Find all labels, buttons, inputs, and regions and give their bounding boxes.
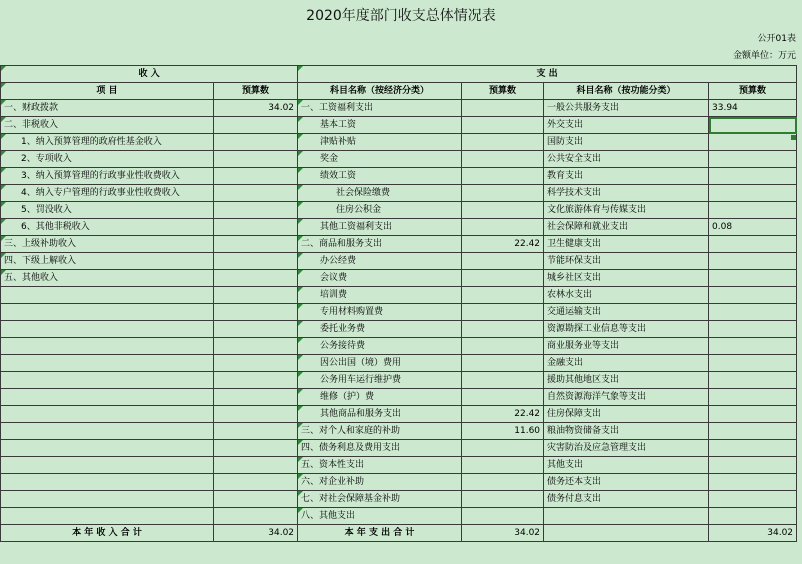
func-value[interactable] — [709, 457, 797, 474]
header-row-1 — [1, 66, 797, 83]
econ-item[interactable]: 绩效工资 — [298, 168, 462, 185]
income-item[interactable] — [1, 508, 214, 525]
expense-total-label[interactable]: 本 年 支 出 合 计 — [298, 525, 462, 542]
income-value[interactable] — [214, 151, 298, 168]
econ-item[interactable]: 津贴补贴 — [298, 134, 462, 151]
func-value[interactable] — [709, 287, 797, 304]
income-value[interactable] — [214, 389, 298, 406]
func-item[interactable]: 农林水支出 — [544, 287, 709, 304]
col-header-budget-func[interactable]: 预算数 — [709, 83, 797, 100]
econ-item[interactable]: 公务用车运行维护费 — [298, 372, 462, 389]
econ-value[interactable] — [462, 100, 544, 117]
econ-value[interactable] — [462, 321, 544, 338]
func-total-value[interactable]: 34.02 — [709, 525, 797, 542]
econ-item[interactable]: 因公出国（境）费用 — [298, 355, 462, 372]
func-value[interactable] — [709, 270, 797, 287]
income-value[interactable] — [214, 134, 298, 151]
income-item[interactable]: 4、纳入专户管理的行政事业性收费收入 — [1, 185, 214, 202]
table-row — [1, 134, 797, 151]
table-row — [1, 457, 797, 474]
func-item[interactable]: 节能环保支出 — [544, 253, 709, 270]
table-row — [1, 219, 797, 236]
income-value[interactable] — [214, 491, 298, 508]
func-item[interactable] — [544, 508, 709, 525]
func-value[interactable] — [709, 406, 797, 423]
budget-table — [0, 65, 797, 542]
func-item[interactable]: 外交支出 — [544, 117, 709, 134]
econ-item[interactable]: 其他工资福利支出 — [298, 219, 462, 236]
income-item[interactable] — [1, 321, 214, 338]
func-item[interactable]: 粮油物资储备支出 — [544, 423, 709, 440]
econ-value[interactable] — [462, 440, 544, 457]
income-value[interactable] — [214, 304, 298, 321]
table-row — [1, 338, 797, 355]
col-header-budget-econ[interactable]: 预算数 — [462, 83, 544, 100]
func-value[interactable] — [709, 474, 797, 491]
table-row — [1, 236, 797, 253]
econ-item[interactable]: 奖金 — [298, 151, 462, 168]
func-value[interactable] — [709, 508, 797, 525]
econ-value[interactable] — [462, 253, 544, 270]
econ-item[interactable]: 基本工资 — [298, 117, 462, 134]
econ-item[interactable]: 六、对企业补助 — [298, 474, 462, 491]
econ-item[interactable]: 办公经费 — [298, 253, 462, 270]
econ-item[interactable]: 八、其他支出 — [298, 508, 462, 525]
func-value[interactable] — [709, 151, 797, 168]
func-total-label[interactable] — [544, 525, 709, 542]
form-number: 公开01表 — [757, 34, 796, 44]
table-row — [1, 389, 797, 406]
econ-value[interactable]: 11.60 — [462, 423, 544, 440]
table-row — [1, 185, 797, 202]
func-item[interactable]: 社会保障和就业支出 — [544, 219, 709, 236]
income-item[interactable] — [1, 372, 214, 389]
table-row — [1, 508, 797, 525]
func-value[interactable]: 33.94 — [709, 100, 797, 117]
income-item[interactable] — [1, 440, 214, 457]
income-value[interactable] — [214, 202, 298, 219]
income-value[interactable] — [214, 168, 298, 185]
income-value[interactable] — [214, 355, 298, 372]
table-row — [1, 372, 797, 389]
econ-value[interactable] — [462, 117, 544, 134]
func-item[interactable]: 教育支出 — [544, 168, 709, 185]
econ-value[interactable] — [462, 270, 544, 287]
table-row — [1, 117, 797, 134]
income-value[interactable] — [214, 474, 298, 491]
func-value[interactable]: 0.08 — [709, 219, 797, 236]
income-item[interactable] — [1, 287, 214, 304]
econ-value[interactable] — [462, 508, 544, 525]
func-item[interactable]: 债务付息支出 — [544, 491, 709, 508]
func-value[interactable] — [709, 491, 797, 508]
expense-total-value[interactable]: 34.02 — [462, 525, 544, 542]
func-item[interactable]: 文化旅游体育与传媒支出 — [544, 202, 709, 219]
income-total-label[interactable]: 本 年 收 入 合 计 — [1, 525, 214, 542]
income-item[interactable] — [1, 304, 214, 321]
table-row — [1, 202, 797, 219]
income-value[interactable] — [214, 287, 298, 304]
func-item[interactable]: 卫生健康支出 — [544, 236, 709, 253]
econ-value[interactable] — [462, 151, 544, 168]
income-item[interactable]: 四、下级上解收入 — [1, 253, 214, 270]
econ-item[interactable]: 四、债务利息及费用支出 — [298, 440, 462, 457]
selected-cell[interactable] — [709, 117, 797, 134]
table-row — [1, 304, 797, 321]
econ-item[interactable]: 维修（护）费 — [298, 389, 462, 406]
income-item[interactable] — [1, 474, 214, 491]
econ-value[interactable]: 22.42 — [462, 406, 544, 423]
table-row — [1, 168, 797, 185]
func-value[interactable] — [709, 134, 797, 151]
econ-value[interactable] — [462, 287, 544, 304]
table-row — [1, 287, 797, 304]
income-value[interactable] — [214, 117, 298, 134]
econ-value[interactable]: 22.42 — [462, 236, 544, 253]
table-row — [1, 151, 797, 168]
income-item[interactable]: 1、纳入预算管理的政府性基金收入 — [1, 134, 214, 151]
income-item[interactable]: 一、财政拨款 — [1, 100, 214, 117]
income-value[interactable] — [214, 338, 298, 355]
econ-value[interactable] — [462, 372, 544, 389]
income-item[interactable]: 3、纳入预算管理的行政事业性收费收入 — [1, 168, 214, 185]
econ-item[interactable]: 委托业务费 — [298, 321, 462, 338]
income-value[interactable] — [214, 406, 298, 423]
econ-item[interactable]: 专用材料购置费 — [298, 304, 462, 321]
func-value[interactable] — [709, 236, 797, 253]
econ-item[interactable]: 会议费 — [298, 270, 462, 287]
econ-item[interactable]: 社会保险缴费 — [298, 185, 462, 202]
amount-unit: 金额单位：万元 — [732, 51, 796, 61]
income-item[interactable] — [1, 491, 214, 508]
econ-item[interactable]: 一、工资福利支出 — [298, 100, 462, 117]
econ-value[interactable] — [462, 491, 544, 508]
econ-value[interactable] — [462, 168, 544, 185]
col-header-econ[interactable]: 科目名称（按经济分类） — [298, 83, 462, 100]
income-item[interactable] — [1, 457, 214, 474]
func-item[interactable]: 债务还本支出 — [544, 474, 709, 491]
econ-item[interactable]: 培训费 — [298, 287, 462, 304]
func-value[interactable] — [709, 389, 797, 406]
income-value[interactable] — [214, 236, 298, 253]
table-row — [1, 474, 797, 491]
econ-value[interactable] — [462, 134, 544, 151]
econ-value[interactable] — [462, 474, 544, 491]
econ-value[interactable] — [462, 355, 544, 372]
income-item[interactable]: 6、其他非税收入 — [1, 219, 214, 236]
income-item[interactable]: 5、罚没收入 — [1, 202, 214, 219]
func-value[interactable] — [709, 355, 797, 372]
col-header-func[interactable]: 科目名称（按功能分类） — [544, 83, 709, 100]
func-item[interactable]: 国防支出 — [544, 134, 709, 151]
income-item[interactable] — [1, 389, 214, 406]
table-row — [1, 440, 797, 457]
table-row — [1, 270, 797, 287]
func-value[interactable] — [709, 304, 797, 321]
econ-item[interactable]: 公务接待费 — [298, 338, 462, 355]
func-value[interactable] — [709, 185, 797, 202]
func-value[interactable] — [709, 168, 797, 185]
econ-value[interactable] — [462, 389, 544, 406]
income-item[interactable]: 2、专项收入 — [1, 151, 214, 168]
func-item[interactable]: 金融支出 — [544, 355, 709, 372]
func-item[interactable]: 科学技术支出 — [544, 185, 709, 202]
func-item[interactable]: 一般公共服务支出 — [544, 100, 709, 117]
fill-handle[interactable] — [791, 135, 796, 140]
func-value[interactable] — [709, 423, 797, 440]
func-item[interactable]: 资源勘探工业信息等支出 — [544, 321, 709, 338]
table-row — [1, 253, 797, 270]
income-item[interactable] — [1, 423, 214, 440]
header-row-2 — [1, 83, 797, 100]
func-value[interactable] — [709, 202, 797, 219]
col-header-budget-income[interactable]: 预算数 — [214, 83, 298, 100]
econ-value[interactable] — [462, 457, 544, 474]
econ-item[interactable]: 其他商品和服务支出 — [298, 406, 462, 423]
income-value[interactable] — [214, 219, 298, 236]
table-row — [1, 355, 797, 372]
income-value[interactable] — [214, 372, 298, 389]
income-value[interactable] — [214, 423, 298, 440]
income-value[interactable] — [214, 185, 298, 202]
income-value[interactable] — [214, 321, 298, 338]
income-item[interactable]: 五、其他收入 — [1, 270, 214, 287]
income-value[interactable] — [214, 457, 298, 474]
income-item[interactable] — [1, 338, 214, 355]
func-value[interactable] — [709, 253, 797, 270]
func-item[interactable]: 灾害防治及应急管理支出 — [544, 440, 709, 457]
econ-value[interactable] — [462, 219, 544, 236]
table-row — [1, 491, 797, 508]
func-item[interactable]: 交通运输支出 — [544, 304, 709, 321]
func-value[interactable] — [709, 372, 797, 389]
col-header-item[interactable]: 项 目 — [1, 83, 214, 100]
table-row — [1, 406, 797, 423]
econ-item[interactable]: 七、对社会保障基金补助 — [298, 491, 462, 508]
income-value[interactable]: 34.02 — [214, 100, 298, 117]
econ-value[interactable] — [462, 304, 544, 321]
expense-header[interactable]: 支 出 — [298, 66, 797, 83]
income-item[interactable]: 二、非税收入 — [1, 117, 214, 134]
func-item[interactable]: 住房保障支出 — [544, 406, 709, 423]
income-value[interactable] — [214, 508, 298, 525]
table-row — [1, 321, 797, 338]
func-item[interactable]: 其他支出 — [544, 457, 709, 474]
income-header[interactable]: 收 入 — [1, 66, 298, 83]
income-item[interactable]: 三、上级补助收入 — [1, 236, 214, 253]
econ-value[interactable] — [462, 338, 544, 355]
econ-item[interactable]: 五、资本性支出 — [298, 457, 462, 474]
econ-item[interactable]: 三、对个人和家庭的补助 — [298, 423, 462, 440]
func-value[interactable] — [709, 440, 797, 457]
income-value[interactable] — [214, 440, 298, 457]
total-row — [1, 525, 797, 542]
income-item[interactable] — [1, 355, 214, 372]
table-row — [1, 423, 797, 440]
econ-item[interactable]: 二、商品和服务支出 — [298, 236, 462, 253]
econ-value[interactable] — [462, 202, 544, 219]
func-item[interactable]: 援助其他地区支出 — [544, 372, 709, 389]
econ-item[interactable]: 住房公积金 — [298, 202, 462, 219]
func-item[interactable]: 城乡社区支出 — [544, 270, 709, 287]
func-item[interactable]: 商业服务业等支出 — [544, 338, 709, 355]
func-value[interactable] — [709, 338, 797, 355]
func-item[interactable]: 自然资源海洋气象等支出 — [544, 389, 709, 406]
func-value[interactable] — [709, 321, 797, 338]
func-item[interactable]: 公共安全支出 — [544, 151, 709, 168]
income-value[interactable] — [214, 270, 298, 287]
income-total-value[interactable]: 34.02 — [214, 525, 298, 542]
econ-value[interactable] — [462, 185, 544, 202]
income-item[interactable] — [1, 406, 214, 423]
sheet-title: 2020年度部门收支总体情况表 — [306, 8, 496, 24]
income-value[interactable] — [214, 253, 298, 270]
table-row — [1, 100, 797, 117]
